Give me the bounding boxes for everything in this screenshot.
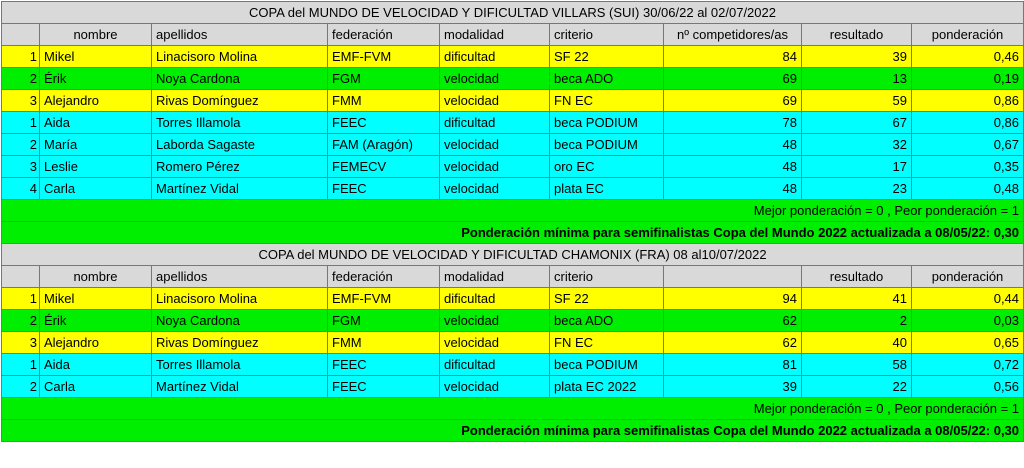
cell-federacion: FMM <box>328 332 440 354</box>
cell-criterio: plata EC <box>550 178 664 200</box>
cell-nombre: Mikel <box>40 288 152 310</box>
column-header: criterio <box>550 24 664 46</box>
cell-ponderacion: 0,86 <box>912 112 1024 134</box>
row-index: 2 <box>2 68 40 90</box>
row-index: 2 <box>2 310 40 332</box>
cell-ponderacion: 0,44 <box>912 288 1024 310</box>
table-row <box>2 134 1024 156</box>
cell-ponderacion: 0,03 <box>912 310 1024 332</box>
cell-resultado: 17 <box>802 156 912 178</box>
minimum-weighting-note: Ponderación mínima para semifinalistas Copa del Mundo 2022 actualizada a 08/05/22: 0,30 <box>2 222 1024 244</box>
cell-apellidos: Linacisoro Molina <box>152 288 328 310</box>
scale-note: Mejor ponderación = 0 , Peor ponderación = 1 <box>2 200 1024 222</box>
cell-nombre: Alejandro <box>40 90 152 112</box>
column-header: ponderación <box>912 266 1024 288</box>
row-index: 2 <box>2 134 40 156</box>
cell-resultado: 23 <box>802 178 912 200</box>
cell-criterio: SF 22 <box>550 288 664 310</box>
cell-criterio: oro EC <box>550 156 664 178</box>
cell-federacion: FMM <box>328 90 440 112</box>
cell-ponderacion: 0,19 <box>912 68 1024 90</box>
table-row <box>2 90 1024 112</box>
row-index: 1 <box>2 288 40 310</box>
row-index: 1 <box>2 46 40 68</box>
column-header: criterio <box>550 266 664 288</box>
cell-resultado: 58 <box>802 354 912 376</box>
cell-apellidos: Noya Cardona <box>152 310 328 332</box>
column-header: apellidos <box>152 24 328 46</box>
cell-modalidad: velocidad <box>440 332 550 354</box>
table-body <box>2 2 1024 442</box>
cell-criterio: FN EC <box>550 90 664 112</box>
section-title: COPA del MUNDO DE VELOCIDAD Y DIFICULTAD CHAMONIX (FRA) 08 al10/07/2022 <box>2 244 1024 266</box>
table-row <box>2 112 1024 134</box>
cell-criterio: beca PODIUM <box>550 134 664 156</box>
cell-modalidad: velocidad <box>440 156 550 178</box>
row-index: 3 <box>2 156 40 178</box>
cell-federacion: FEEC <box>328 376 440 398</box>
cell-competidores: 48 <box>664 156 802 178</box>
cell-competidores: 48 <box>664 134 802 156</box>
column-header: federación <box>328 266 440 288</box>
cell-apellidos: Torres Illamola <box>152 354 328 376</box>
cell-apellidos: Martínez Vidal <box>152 376 328 398</box>
cell-federacion: FGM <box>328 68 440 90</box>
cell-modalidad: dificultad <box>440 46 550 68</box>
column-header: nombre <box>40 24 152 46</box>
row-index: 3 <box>2 90 40 112</box>
cell-competidores: 81 <box>664 354 802 376</box>
cell-apellidos: Rivas Domínguez <box>152 90 328 112</box>
cell-nombre: Carla <box>40 376 152 398</box>
row-index: 3 <box>2 332 40 354</box>
cell-nombre: Aida <box>40 112 152 134</box>
cell-resultado: 32 <box>802 134 912 156</box>
cell-resultado: 59 <box>802 90 912 112</box>
column-header <box>664 266 802 288</box>
cell-ponderacion: 0,65 <box>912 332 1024 354</box>
cell-resultado: 40 <box>802 332 912 354</box>
cell-modalidad: velocidad <box>440 68 550 90</box>
cell-competidores: 39 <box>664 376 802 398</box>
cell-apellidos: Martínez Vidal <box>152 178 328 200</box>
column-header: nombre <box>40 266 152 288</box>
section-title-row <box>2 244 1024 266</box>
cell-ponderacion: 0,67 <box>912 134 1024 156</box>
cell-nombre: Carla <box>40 178 152 200</box>
cell-federacion: FEEC <box>328 354 440 376</box>
row-index: 1 <box>2 354 40 376</box>
cell-resultado: 39 <box>802 46 912 68</box>
cell-nombre: Alejandro <box>40 332 152 354</box>
cell-nombre: Leslie <box>40 156 152 178</box>
cell-modalidad: velocidad <box>440 90 550 112</box>
column-header: federación <box>328 24 440 46</box>
cell-resultado: 2 <box>802 310 912 332</box>
cell-modalidad: velocidad <box>440 134 550 156</box>
table-row <box>2 354 1024 376</box>
table-row <box>2 310 1024 332</box>
cell-nombre: Aida <box>40 354 152 376</box>
cell-criterio: beca ADO <box>550 310 664 332</box>
cell-competidores: 69 <box>664 90 802 112</box>
table-row <box>2 46 1024 68</box>
cell-federacion: FEEC <box>328 178 440 200</box>
cell-criterio: FN EC <box>550 332 664 354</box>
footer-row <box>2 420 1024 442</box>
header-index <box>2 24 40 46</box>
cell-resultado: 13 <box>802 68 912 90</box>
header-row <box>2 266 1024 288</box>
column-header: ponderación <box>912 24 1024 46</box>
minimum-weighting-note: Ponderación mínima para semifinalistas Copa del Mundo 2022 actualizada a 08/05/22: 0,30 <box>2 420 1024 442</box>
section-title: COPA del MUNDO DE VELOCIDAD Y DIFICULTAD VILLARS (SUI) 30/06/22 al 02/07/2022 <box>2 2 1024 24</box>
cell-nombre: Érik <box>40 310 152 332</box>
note-row <box>2 200 1024 222</box>
cell-federacion: FAM (Aragón) <box>328 134 440 156</box>
table-row <box>2 178 1024 200</box>
cell-competidores: 62 <box>664 332 802 354</box>
cell-resultado: 67 <box>802 112 912 134</box>
column-header: nº competidores/as <box>664 24 802 46</box>
section-title-row <box>2 2 1024 24</box>
footer-row <box>2 222 1024 244</box>
cell-competidores: 62 <box>664 310 802 332</box>
table-row <box>2 376 1024 398</box>
table-row <box>2 156 1024 178</box>
cell-criterio: beca PODIUM <box>550 112 664 134</box>
cell-ponderacion: 0,48 <box>912 178 1024 200</box>
cell-ponderacion: 0,86 <box>912 90 1024 112</box>
cell-apellidos: Rivas Domínguez <box>152 332 328 354</box>
cell-ponderacion: 0,46 <box>912 46 1024 68</box>
column-header: resultado <box>802 266 912 288</box>
cell-federacion: FEEC <box>328 112 440 134</box>
table-row <box>2 68 1024 90</box>
cell-modalidad: velocidad <box>440 376 550 398</box>
header-row <box>2 24 1024 46</box>
column-header: apellidos <box>152 266 328 288</box>
cell-modalidad: dificultad <box>440 354 550 376</box>
cell-ponderacion: 0,72 <box>912 354 1024 376</box>
cell-federacion: EMF-FVM <box>328 288 440 310</box>
cell-criterio: plata EC 2022 <box>550 376 664 398</box>
cell-competidores: 69 <box>664 68 802 90</box>
cell-federacion: FEMECV <box>328 156 440 178</box>
cell-competidores: 84 <box>664 46 802 68</box>
cell-ponderacion: 0,56 <box>912 376 1024 398</box>
cell-competidores: 78 <box>664 112 802 134</box>
cell-nombre: María <box>40 134 152 156</box>
table-row <box>2 332 1024 354</box>
cell-criterio: SF 22 <box>550 46 664 68</box>
column-header: modalidad <box>440 266 550 288</box>
cell-apellidos: Laborda Sagaste <box>152 134 328 156</box>
cell-resultado: 22 <box>802 376 912 398</box>
cell-apellidos: Linacisoro Molina <box>152 46 328 68</box>
row-index: 2 <box>2 376 40 398</box>
cell-modalidad: velocidad <box>440 310 550 332</box>
cell-modalidad: velocidad <box>440 178 550 200</box>
scale-note: Mejor ponderación = 0 , Peor ponderación = 1 <box>2 398 1024 420</box>
column-header: modalidad <box>440 24 550 46</box>
header-index <box>2 266 40 288</box>
cell-modalidad: dificultad <box>440 112 550 134</box>
cell-competidores: 48 <box>664 178 802 200</box>
row-index: 4 <box>2 178 40 200</box>
row-index: 1 <box>2 112 40 134</box>
cell-apellidos: Noya Cardona <box>152 68 328 90</box>
cell-competidores: 94 <box>664 288 802 310</box>
cell-modalidad: dificultad <box>440 288 550 310</box>
cell-criterio: beca PODIUM <box>550 354 664 376</box>
cell-apellidos: Romero Pérez <box>152 156 328 178</box>
column-header: resultado <box>802 24 912 46</box>
table-row <box>2 288 1024 310</box>
cell-nombre: Mikel <box>40 46 152 68</box>
cell-federacion: FGM <box>328 310 440 332</box>
note-row <box>2 398 1024 420</box>
cell-ponderacion: 0,35 <box>912 156 1024 178</box>
cell-federacion: EMF-FVM <box>328 46 440 68</box>
cell-criterio: beca ADO <box>550 68 664 90</box>
results-table <box>1 1 1024 442</box>
cell-apellidos: Torres Illamola <box>152 112 328 134</box>
cell-resultado: 41 <box>802 288 912 310</box>
cell-nombre: Érik <box>40 68 152 90</box>
